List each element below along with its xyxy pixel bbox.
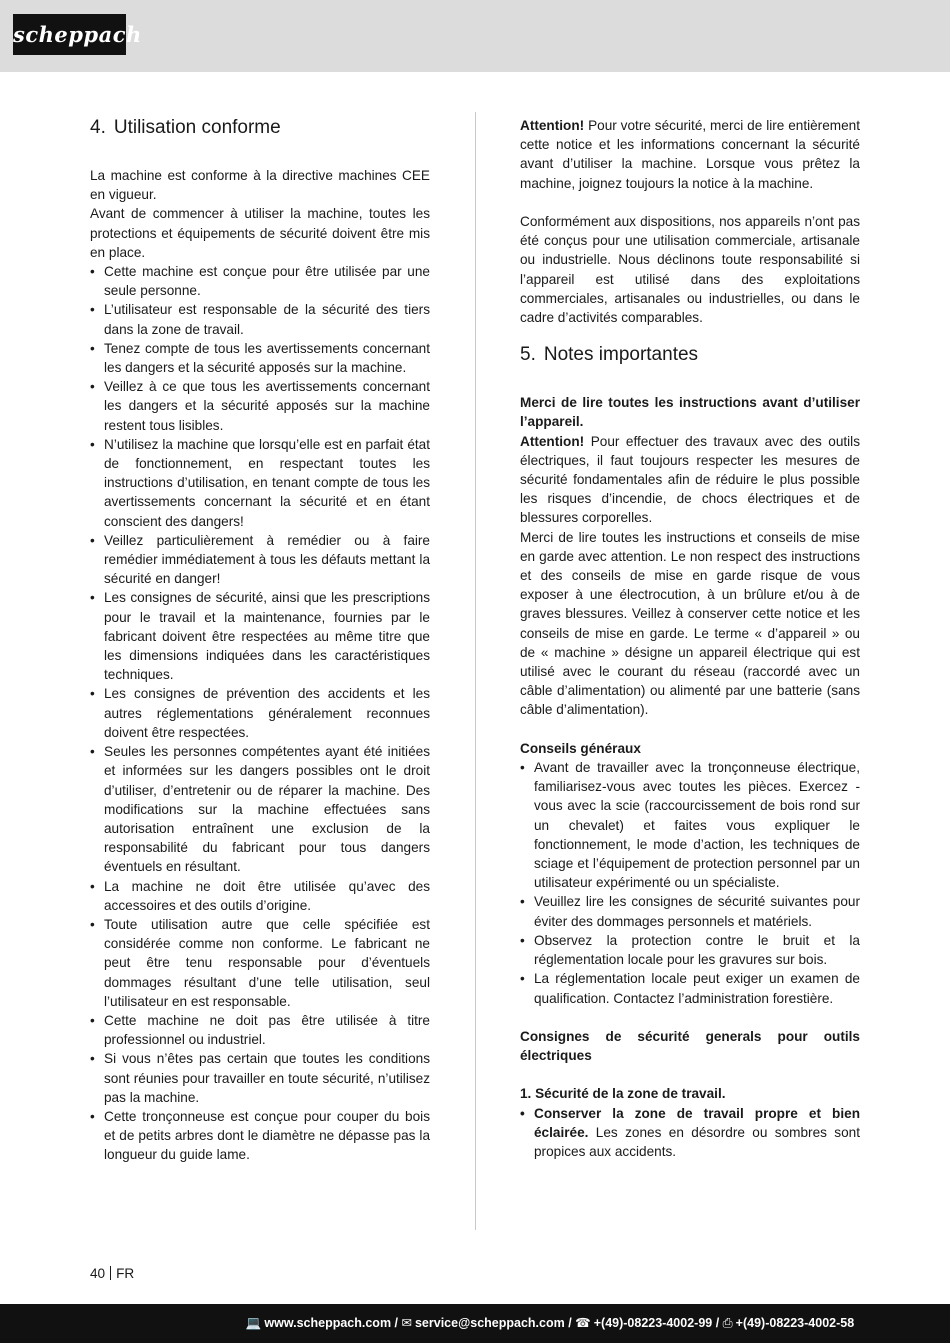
bullet-item: • Les consignes de prévention des accidents et les autres réglementations généralement reconnues doivent être respectées. bbox=[90, 686, 430, 740]
work-zone-heading: 1. Sécurité de la zone de travail. bbox=[520, 1086, 726, 1102]
bullet-item: • Si vous n’êtes pas certain que toutes les conditions sont réunies pour travailler en toute sécurité, n’utilisez pas la machine. bbox=[90, 1051, 430, 1105]
bullet-item: • Veillez particulièrement à remédier ou à faire remédier immédiatement à tous les défauts mettant la sécurité en danger! bbox=[90, 532, 430, 587]
footer-fax: +(49)-08223-4002-58 bbox=[735, 1316, 855, 1330]
bullet-item: • La machine ne doit être utilisée qu’avec des accessoires et des outils d’origine. bbox=[90, 878, 430, 913]
bullet-item: • Conserver la zone de travail propre et bien éclairée. Les zones en désordre ou sombres sont propices aux accidents. bbox=[520, 1105, 860, 1160]
bullet-item: • Les consignes de sécurité, ainsi que les prescriptions pour le travail et la maintenance, fournies par le fabricant doivent être respectées au même titre que les dimensions indiquées dans les caractéristiques techniques. bbox=[90, 590, 430, 683]
section-title: Utilisation conforme bbox=[113, 117, 281, 138]
conformity-paragraph: Conformément aux dispositions, nos appareils n’ont pas été conçus pour une utilisation commerciale, artisanale ou industrielle. Nous déclinons toute responsabilité si l’appareil est utilisé dans des exploitations commerciales, artisanales ou industrielles, ou dans le cadre d’activités comparables. bbox=[520, 214, 860, 326]
bullet-item: • Veillez à ce que tous les avertissements concernant les dangers et la sécurité apposés sur la machine restent tous lisibles. bbox=[90, 379, 430, 433]
left-column bbox=[90, 116, 430, 1165]
bullet-item: • Toute utilisation autre que celle spécifiée est considérée comme non conforme. Le fabricant ne peut être tenu responsable pour d’éventuels dommages résultant d’une telle utilisation, seul l’utilisateur en est responsable. bbox=[90, 916, 430, 1009]
read-all-notice: Merci de lire toutes les instructions avant d’utiliser l’appareil. bbox=[520, 395, 860, 430]
intro-paragraph: La machine est conforme à la directive machines CEE en vigueur. bbox=[90, 168, 430, 203]
section-title: Notes importantes bbox=[543, 344, 699, 366]
bullet-item: • N’utilisez la machine que lorsqu’elle est en parfait état de fonctionnement, en respectant toutes les instructions d’utilisation, en tenant compte de tous les avertissements concernant la sécurité et en étant conscient des dangers! bbox=[90, 436, 430, 529]
bullet-item: • L’utilisateur est responsable de la sécurité des tiers dans la zone de travail. bbox=[90, 302, 430, 337]
section-4-heading bbox=[90, 116, 430, 140]
bullet-item: • Veuillez lire les consignes de sécurité suivantes pour éviter des dommages personnels et matériels. bbox=[520, 894, 860, 929]
safety-heading: Consignes de sécurité generals pour outils électriques bbox=[520, 1028, 860, 1064]
mail-icon: ✉ bbox=[401, 1316, 412, 1330]
computer-icon: 💻 bbox=[245, 1316, 262, 1330]
instructions-paragraph: Merci de lire toutes les instructions et conseils de mise en garde avec attention. Le non respect des instructions et des conseils de mise en garde risque de vous exposer à une électrocution, à un brûlure et/ou à de graves blessures. Veillez à conserver cette notice et les conseils de mise en garde. Le terme « d’appareil » ou de « machine » désigne un appareil électrique qui est utilisé avec le courant du réseau (raccordé avec un câble d’alimentation) ou alimenté par une batterie (sans câble d’alimentation). bbox=[520, 529, 860, 718]
bullet-item: • Cette machine ne doit pas être utilisée à titre professionnel ou industriel. bbox=[90, 1012, 430, 1048]
bullet-item: • Observez la protection contre le bruit et la réglementation locale pour les gravures sur bois. bbox=[520, 932, 860, 968]
attention-paragraph: Attention! Pour effectuer des travaux avec des outils électriques, il faut toujours respecter les mesures de sécurité fondamentales afin de réduire le plus possible les risques d’incendie, de chocs électriques et de blessures corporelles. bbox=[520, 433, 860, 526]
attention-label: Attention! bbox=[520, 118, 585, 133]
page-separator bbox=[110, 1266, 111, 1280]
column-divider bbox=[475, 112, 476, 1230]
attention-label: Attention! bbox=[520, 433, 585, 449]
page-number-value: 40 bbox=[90, 1266, 106, 1281]
bullet-item: • La réglementation locale peut exiger un examen de qualification. Contactez l’administration forestière. bbox=[520, 971, 860, 1006]
footer-phone: +(49)-08223-4002-99 bbox=[593, 1316, 713, 1330]
usage-bullet-list bbox=[90, 262, 430, 1165]
work-zone-list bbox=[520, 1104, 860, 1162]
fax-icon: ⎙ bbox=[722, 1316, 733, 1330]
footer-bar: 💻 www.scheppach.com / ✉ service@scheppach.com / ☎ +(49)-08223-4002-99 / ⎙ +(49)-08223-4002-58 bbox=[0, 1304, 950, 1343]
scheppach-logo: scheppach bbox=[13, 14, 126, 55]
footer-email[interactable]: service@scheppach.com bbox=[414, 1316, 565, 1330]
page-language: FR bbox=[116, 1266, 135, 1281]
section-number: 4. bbox=[90, 117, 106, 138]
phone-icon: ☎ bbox=[575, 1316, 591, 1330]
page-number bbox=[90, 1265, 134, 1283]
section-5-heading bbox=[520, 343, 860, 367]
general-advice-heading: Conseils généraux bbox=[520, 740, 641, 756]
footer-website[interactable]: www.scheppach.com bbox=[264, 1316, 392, 1330]
bullet-item: • Avant de travailler avec la tronçonneuse électrique, familiarisez-vous avec toutes les pièces. Exercez -vous avec la scie (raccourcissement de bois rond sur un chevalet) et faites vous expliquer le fonctionnement, le mode d’action, les techniques de sciage et l’équipement de protection personnel par un utilisateur expérimenté ou un spécialiste. bbox=[520, 760, 860, 891]
section-number: 5. bbox=[520, 344, 536, 366]
header-bar bbox=[0, 0, 950, 72]
bullet-item: • Cette machine est conçue pour être utilisée par une seule personne. bbox=[90, 264, 430, 299]
bullet-item: • Tenez compte de tous les avertissements concernant les dangers et la sécurité apposés sur la machine. bbox=[90, 340, 430, 376]
attention-paragraph: Attention! Pour votre sécurité, merci de lire entièrement cette notice et les informations concernant la sécurité avant d’utiliser la machine. Lorsque vous prêtez la machine, joignez toujours la notice à la machine. bbox=[520, 118, 860, 191]
general-advice-list bbox=[520, 758, 860, 1008]
intro-paragraph: Avant de commencer à utiliser la machine, toutes les protections et équipements de sécurité doivent être mis en place. bbox=[90, 206, 430, 260]
bullet-item: • Cette tronçonneuse est conçue pour couper du bois et de petits arbres dont le diamètre ne dépasse pas la longueur du guide lame. bbox=[90, 1108, 430, 1163]
bullet-item: • Seules les personnes compétentes ayant été initiées et informées sur les dangers possibles ont le droit d’utiliser, d’entretenir ou de réparer la machine. Des modifications sur la machine effectuées sans autorisation entraînent une exclusion de la responsabilité du fabricant pour tous dangers éventuels en résultant. bbox=[90, 744, 430, 875]
right-column bbox=[520, 116, 860, 1161]
